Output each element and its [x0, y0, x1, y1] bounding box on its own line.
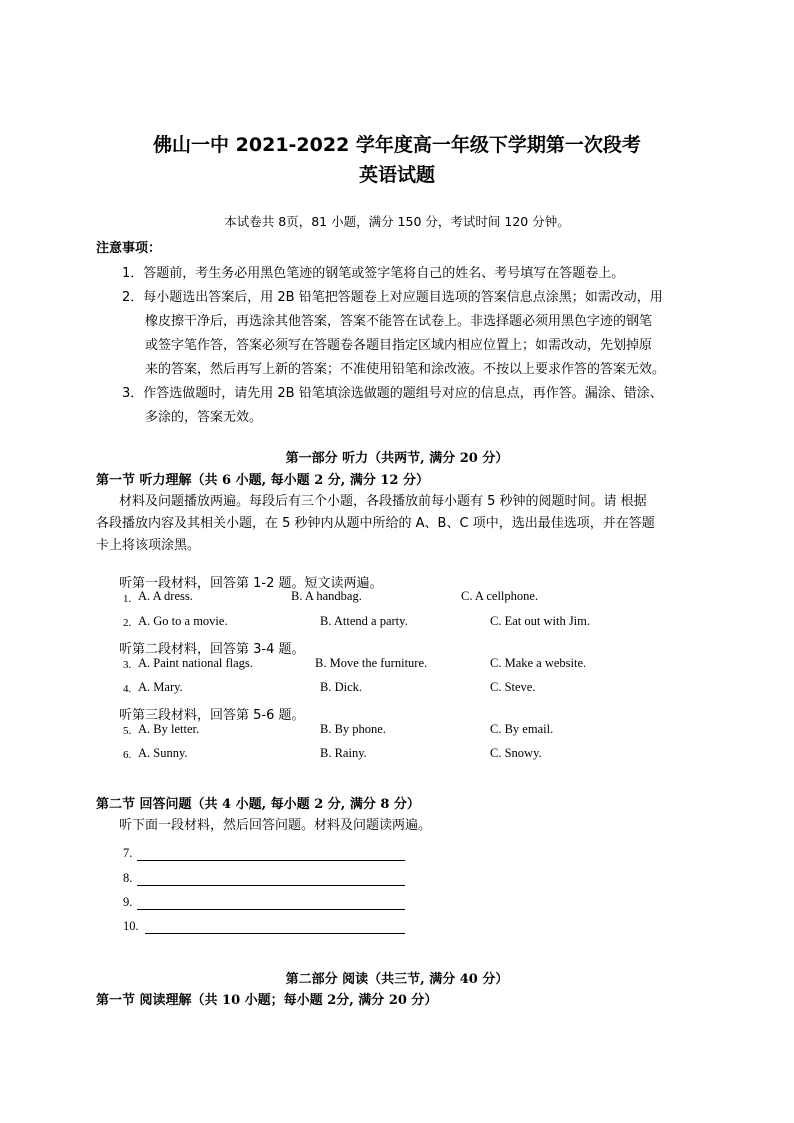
option-c: C. Steve.: [490, 680, 536, 694]
question-number: 4.: [123, 683, 132, 695]
note-2-line-1: 2．每小题选出答案后，用 2B 铅笔把答题卷上对应题目选项的答案信息点涂黑；如需改动，用: [122, 290, 663, 305]
option-c: C. By email.: [490, 722, 554, 736]
note-2-line-3: 或签字笔作答，答案必须写在答题卷各题目指定区域内相应位置上；如需改动，先划掉原: [145, 338, 653, 353]
option-b: B. A handbag.: [291, 589, 362, 603]
section1-instruction-line-2: 各段播放内容及其相关小题，在 5 秒钟内从题中所给的 A、B、C 项中，选出最佳选项，并在答题: [96, 516, 655, 531]
option-c: C. Make a website.: [490, 656, 587, 670]
exam-title: 佛山一中 2021-2022 学年度高一年级下学期第一次段考: [153, 134, 641, 156]
question-number: 3.: [123, 659, 132, 671]
option-a: A. By letter.: [138, 722, 200, 736]
segment-3-label: 听第三段材料，回答第 5-6 题。: [119, 708, 305, 723]
option-c: C. Snowy.: [490, 746, 542, 760]
question-number: 5.: [123, 725, 132, 737]
option-b: B. Move the furniture.: [315, 656, 428, 670]
question-number: 6.: [123, 749, 132, 761]
question-number: 1.: [123, 593, 132, 605]
part2-title: 第二部分 阅读（共三节, 满分 40 分）: [285, 972, 509, 987]
blank-number: 10.: [123, 919, 139, 933]
note-3-line-2: 多涂的，答案无效。: [145, 410, 263, 425]
option-a: A. A dress.: [138, 589, 193, 603]
segment-2-label: 听第二段材料，回答第 3-4 题。: [119, 642, 305, 657]
option-b: B. Rainy.: [320, 746, 367, 760]
notes-title: 注意事项：: [96, 241, 162, 256]
note-2-line-2: 橡皮擦干净后，再选涂其他答案，答案不能答在试卷上。非选择题必须用黑色字迹的钢笔: [145, 314, 653, 329]
exam-subject: 英语试题: [358, 164, 435, 186]
answer-blank-line[interactable]: [137, 909, 405, 910]
blank-number: 8.: [123, 871, 133, 885]
option-b: B. Attend a party.: [320, 614, 408, 628]
part1-section1-title: 第一节 听力理解（共 6 小题, 每小题 2 分, 满分 12 分）: [96, 473, 429, 488]
option-a: A. Sunny.: [138, 746, 188, 760]
answer-blank-line[interactable]: [137, 885, 405, 886]
blank-number: 9.: [123, 895, 133, 909]
option-b: B. Dick.: [320, 680, 363, 694]
section1-instruction-line-3: 卡上将该项涂黑。: [96, 538, 201, 553]
option-a: A. Mary.: [138, 680, 183, 694]
segment-1-label: 听第一段材料，回答第 1-2 题。短文读两遍。: [119, 576, 383, 591]
question-number: 2.: [123, 617, 132, 629]
section2-instruction: 听下面一段材料，然后回答问题。材料及问题读两遍。: [119, 818, 432, 833]
part1-title: 第一部分 听力（共两节, 满分 20 分）: [285, 451, 509, 466]
note-3-line-1: 3．作答选做题时，请先用 2B 铅笔填涂选做题的题组号对应的信息点，再作答。漏涂、错涂、: [122, 386, 663, 401]
note-2-line-4: 来的答案，然后再写上新的答案；不准使用铅笔和涂改液。不按以上要求作答的答案无效。: [145, 362, 666, 377]
exam-info: 本试卷共 8页，81 小题，满分 150 分，考试时间 120 分钟。: [224, 214, 570, 229]
option-c: C. A cellphone.: [461, 589, 539, 603]
option-a: A. Go to a movie.: [138, 614, 228, 628]
section1-instruction-line-1: 材料及问题播放两遍。每段后有三个小题，各段播放前每小题有 5 秒钟的阅题时间。请 根据: [119, 494, 647, 509]
part2-section1-title: 第一节 阅读理解（共 10 小题；每小题 2分, 满分 20 分）: [96, 993, 438, 1008]
answer-blank-line[interactable]: [145, 933, 405, 934]
option-a: A. Paint national flags.: [138, 656, 253, 670]
answer-blank-line[interactable]: [137, 860, 405, 861]
blank-number: 7.: [123, 846, 133, 860]
note-1: 1．答题前，考生务必用黑色笔迹的钢笔或签字笔将自己的姓名、考号填写在答题卷上。: [122, 266, 625, 281]
option-b: B. By phone.: [320, 722, 386, 736]
option-c: C. Eat out with Jim.: [490, 614, 590, 628]
part1-section2-title: 第二节 回答问题（共 4 小题, 每小题 2 分, 满分 8 分）: [96, 797, 420, 812]
